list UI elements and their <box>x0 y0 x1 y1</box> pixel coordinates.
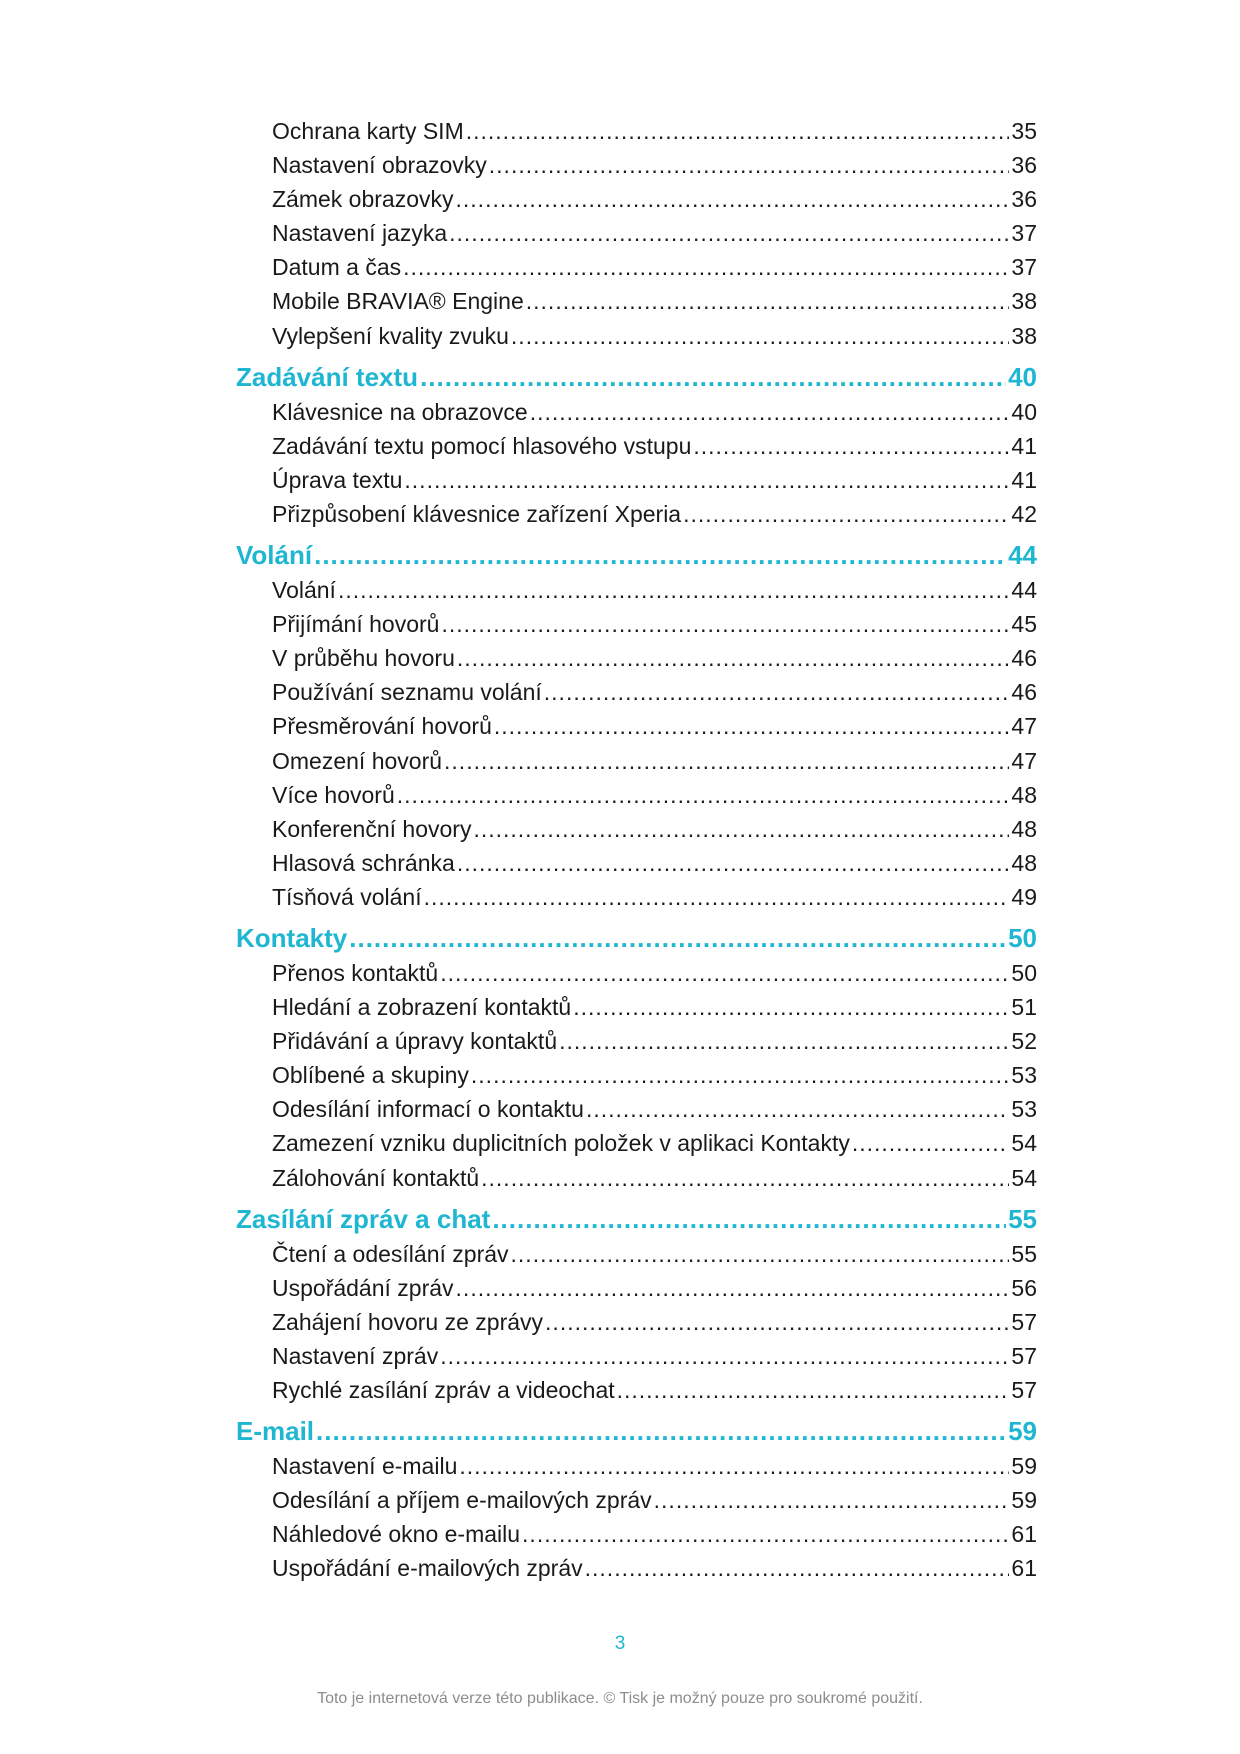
toc-entry[interactable] <box>236 1271 1037 1305</box>
toc-title: Klávesnice na obrazovce <box>272 398 528 425</box>
toc-entry[interactable] <box>236 990 1037 1024</box>
toc-entry[interactable] <box>236 1126 1037 1160</box>
toc-page-number: 50 <box>1011 959 1037 986</box>
dot-leader <box>440 956 1009 990</box>
toc-entry[interactable] <box>236 1058 1037 1092</box>
toc-page-number: 45 <box>1011 611 1037 638</box>
toc-title: Nastavení zpráv <box>272 1342 439 1369</box>
toc-page-number: 41 <box>1011 432 1037 459</box>
toc-page-number: 53 <box>1011 1096 1037 1123</box>
toc-chapter[interactable] <box>236 359 1037 395</box>
toc-entry[interactable] <box>236 497 1037 531</box>
toc-entry[interactable] <box>236 114 1037 148</box>
dot-leader <box>441 607 1009 641</box>
toc-page-number: 46 <box>1011 645 1037 672</box>
toc-page-number: 38 <box>1011 288 1037 315</box>
toc-page-number: 56 <box>1011 1274 1037 1301</box>
toc-title: Přizpůsobení klávesnice zařízení Xperia <box>272 500 682 527</box>
toc-title: Zálohování kontaktů <box>272 1164 480 1191</box>
dot-leader <box>403 250 1009 284</box>
toc-page-number: 48 <box>1011 849 1037 876</box>
toc-page-number: 36 <box>1011 186 1037 213</box>
toc-title: Omezení hovorů <box>272 747 443 774</box>
toc-page-number: 54 <box>1011 1164 1037 1191</box>
toc-entry[interactable] <box>236 1551 1037 1585</box>
toc-title: Kontakty <box>236 922 348 953</box>
toc-entry[interactable] <box>236 812 1037 846</box>
toc-page-number: 48 <box>1011 781 1037 808</box>
toc-entry[interactable] <box>236 395 1037 429</box>
toc-entry[interactable] <box>236 1339 1037 1373</box>
dot-leader <box>473 812 1009 846</box>
toc-entry[interactable] <box>236 182 1037 216</box>
toc-entry[interactable] <box>236 641 1037 675</box>
toc-entry[interactable] <box>236 880 1037 914</box>
toc-title: Odesílání informací o kontaktu <box>272 1096 584 1123</box>
toc-page-number: 37 <box>1011 254 1037 281</box>
toc-page-number: 52 <box>1011 1028 1037 1055</box>
toc-title: Zadávání textu pomocí hlasového vstupu <box>272 432 692 459</box>
toc-page-number: 44 <box>1008 540 1037 571</box>
toc-title: Používání seznamu volání <box>272 679 542 706</box>
dot-leader <box>424 880 1010 914</box>
toc-title: Zámek obrazovky <box>272 186 454 213</box>
dot-leader <box>511 319 1009 353</box>
dot-leader <box>457 846 1010 880</box>
dot-leader <box>586 1092 1009 1126</box>
toc-entry[interactable] <box>236 250 1037 284</box>
toc-title: V průběhu hovoru <box>272 645 455 672</box>
toc-entry[interactable] <box>236 1092 1037 1126</box>
toc-chapter[interactable] <box>236 1201 1037 1237</box>
toc-entry[interactable] <box>236 744 1037 778</box>
dot-leader <box>349 920 1006 956</box>
toc-title: Uspořádání zpráv <box>272 1274 454 1301</box>
dot-leader <box>314 537 1006 573</box>
toc-page-number: 57 <box>1011 1308 1037 1335</box>
toc-title: Tísňová volání <box>272 883 422 910</box>
dot-leader <box>471 1058 1010 1092</box>
toc-title: Úprava textu <box>272 466 403 493</box>
toc-page-number: 54 <box>1011 1130 1037 1157</box>
toc-chapter[interactable] <box>236 1413 1037 1449</box>
toc-title: Více hovorů <box>272 781 395 808</box>
toc-title: Zamezení vzniku duplicitních položek v aplikaci Kontakty <box>272 1130 850 1157</box>
toc-page-number: 53 <box>1011 1062 1037 1089</box>
toc-page-number: 36 <box>1011 152 1037 179</box>
toc-entry[interactable] <box>236 1237 1037 1271</box>
toc-page-number: 59 <box>1011 1487 1037 1514</box>
toc-title: Náhledové okno e-mailu <box>272 1521 521 1548</box>
toc-title: Mobile BRAVIA® Engine <box>272 288 524 315</box>
toc-entry[interactable] <box>236 1305 1037 1339</box>
toc-page-number: 49 <box>1011 883 1037 910</box>
toc-entry[interactable] <box>236 607 1037 641</box>
dot-leader <box>494 709 1010 743</box>
dot-leader <box>544 675 1010 709</box>
toc-page-number: 55 <box>1011 1240 1037 1267</box>
toc-page-number: 42 <box>1011 500 1037 527</box>
toc-page-number: 61 <box>1011 1555 1037 1582</box>
dot-leader <box>457 641 1010 675</box>
toc-title: Přenos kontaktů <box>272 959 439 986</box>
dot-leader <box>530 395 1010 429</box>
toc-title: Volání <box>272 577 336 604</box>
toc-title: Zahájení hovoru ze zprávy <box>272 1308 544 1335</box>
toc-entry[interactable] <box>236 429 1037 463</box>
dot-leader <box>852 1126 1010 1160</box>
toc-entry[interactable] <box>236 1373 1037 1407</box>
toc-title: Přesměrování hovorů <box>272 713 492 740</box>
dot-leader <box>559 1024 1009 1058</box>
dot-leader <box>683 497 1009 531</box>
toc-page-number: 38 <box>1011 322 1037 349</box>
toc-page-number: 37 <box>1011 220 1037 247</box>
dot-leader <box>316 1413 1006 1449</box>
toc-title: Oblíbené a skupiny <box>272 1062 469 1089</box>
toc-entry[interactable] <box>236 1024 1037 1058</box>
dot-leader <box>545 1305 1009 1339</box>
toc-entry[interactable] <box>236 1483 1037 1517</box>
toc-page-number: 35 <box>1011 118 1037 144</box>
toc-title: Hlasová schránka <box>272 849 455 876</box>
dot-leader <box>492 1201 1006 1237</box>
toc-entry[interactable] <box>236 778 1037 812</box>
toc-entry[interactable] <box>236 463 1037 497</box>
dot-leader <box>511 1237 1010 1271</box>
toc-page-number: 50 <box>1008 922 1037 953</box>
toc-page-number: 41 <box>1011 466 1037 493</box>
toc-entry[interactable] <box>236 1161 1037 1195</box>
dot-leader <box>397 778 1010 812</box>
dot-leader <box>481 1161 1009 1195</box>
toc-title: Zadávání textu <box>236 361 419 392</box>
dot-leader <box>489 148 1010 182</box>
toc-title: Nastavení jazyka <box>272 220 448 247</box>
toc-entry[interactable] <box>236 573 1037 607</box>
table-of-contents <box>236 114 1037 1585</box>
toc-entry[interactable] <box>236 319 1037 353</box>
toc-title: Uspořádání e-mailových zpráv <box>272 1555 583 1582</box>
toc-page-number: 59 <box>1011 1453 1037 1480</box>
dot-leader <box>444 744 1009 778</box>
dot-leader <box>526 284 1010 318</box>
dot-leader <box>617 1373 1010 1407</box>
toc-entry[interactable] <box>236 846 1037 880</box>
toc-entry[interactable] <box>236 284 1037 318</box>
dot-leader <box>654 1483 1010 1517</box>
toc-entry[interactable] <box>236 1449 1037 1483</box>
toc-title: Ochrana karty SIM <box>272 118 464 144</box>
toc-page-number: 59 <box>1008 1416 1037 1447</box>
dot-leader <box>585 1551 1010 1585</box>
toc-page-number: 47 <box>1011 747 1037 774</box>
toc-page-number: 55 <box>1008 1203 1037 1234</box>
toc-page-number: 51 <box>1011 994 1037 1021</box>
toc-title: Datum a čas <box>272 254 402 281</box>
toc-title: Volání <box>236 540 313 571</box>
toc-page-number: 57 <box>1011 1342 1037 1369</box>
toc-chapter[interactable] <box>236 537 1037 573</box>
toc-page-number: 40 <box>1008 361 1037 392</box>
toc-page-number: 57 <box>1011 1377 1037 1403</box>
dot-leader <box>466 114 1010 148</box>
toc-title: E-mail <box>236 1416 315 1447</box>
toc-entry[interactable] <box>236 675 1037 709</box>
dot-leader <box>440 1339 1009 1373</box>
toc-title: Konferenční hovory <box>272 815 472 842</box>
dot-leader <box>456 1271 1010 1305</box>
toc-entry[interactable] <box>236 1517 1037 1551</box>
toc-title: Nastavení e-mailu <box>272 1453 458 1480</box>
toc-title: Čtení a odesílání zpráv <box>272 1240 509 1267</box>
toc-entry[interactable] <box>236 148 1037 182</box>
dot-leader <box>459 1449 1009 1483</box>
toc-page-number: 48 <box>1011 815 1037 842</box>
toc-page-number: 47 <box>1011 713 1037 740</box>
toc-chapter[interactable] <box>236 920 1037 956</box>
footer-notice: Toto je internetová verze této publikace. © Tisk je možný pouze pro soukromé použití. <box>317 1690 923 1707</box>
toc-title: Přidávání a úpravy kontaktů <box>272 1028 558 1055</box>
dot-leader <box>420 359 1006 395</box>
dot-leader <box>449 216 1009 250</box>
toc-entry[interactable] <box>236 216 1037 250</box>
page-number: 3 <box>614 1633 626 1654</box>
dot-leader <box>456 182 1010 216</box>
toc-title: Rychlé zasílání zpráv a videochat <box>272 1377 615 1403</box>
dot-leader <box>404 463 1009 497</box>
dot-leader <box>573 990 1009 1024</box>
toc-page-number: 44 <box>1011 577 1037 604</box>
toc-title: Nastavení obrazovky <box>272 152 487 179</box>
toc-title: Odesílání a příjem e-mailových zpráv <box>272 1487 652 1514</box>
toc-page-number: 40 <box>1011 398 1037 425</box>
toc-page-number: 61 <box>1011 1521 1037 1548</box>
toc-title: Zasílání zpráv a chat <box>236 1203 491 1234</box>
toc-title: Vylepšení kvality zvuku <box>272 322 509 349</box>
toc-page-number: 46 <box>1011 679 1037 706</box>
toc-title: Přijímání hovorů <box>272 611 440 638</box>
toc-title: Hledání a zobrazení kontaktů <box>272 994 572 1021</box>
toc-entry[interactable] <box>236 956 1037 990</box>
dot-leader <box>522 1517 1009 1551</box>
dot-leader <box>338 573 1009 607</box>
toc-entry[interactable] <box>236 709 1037 743</box>
dot-leader <box>693 429 1009 463</box>
